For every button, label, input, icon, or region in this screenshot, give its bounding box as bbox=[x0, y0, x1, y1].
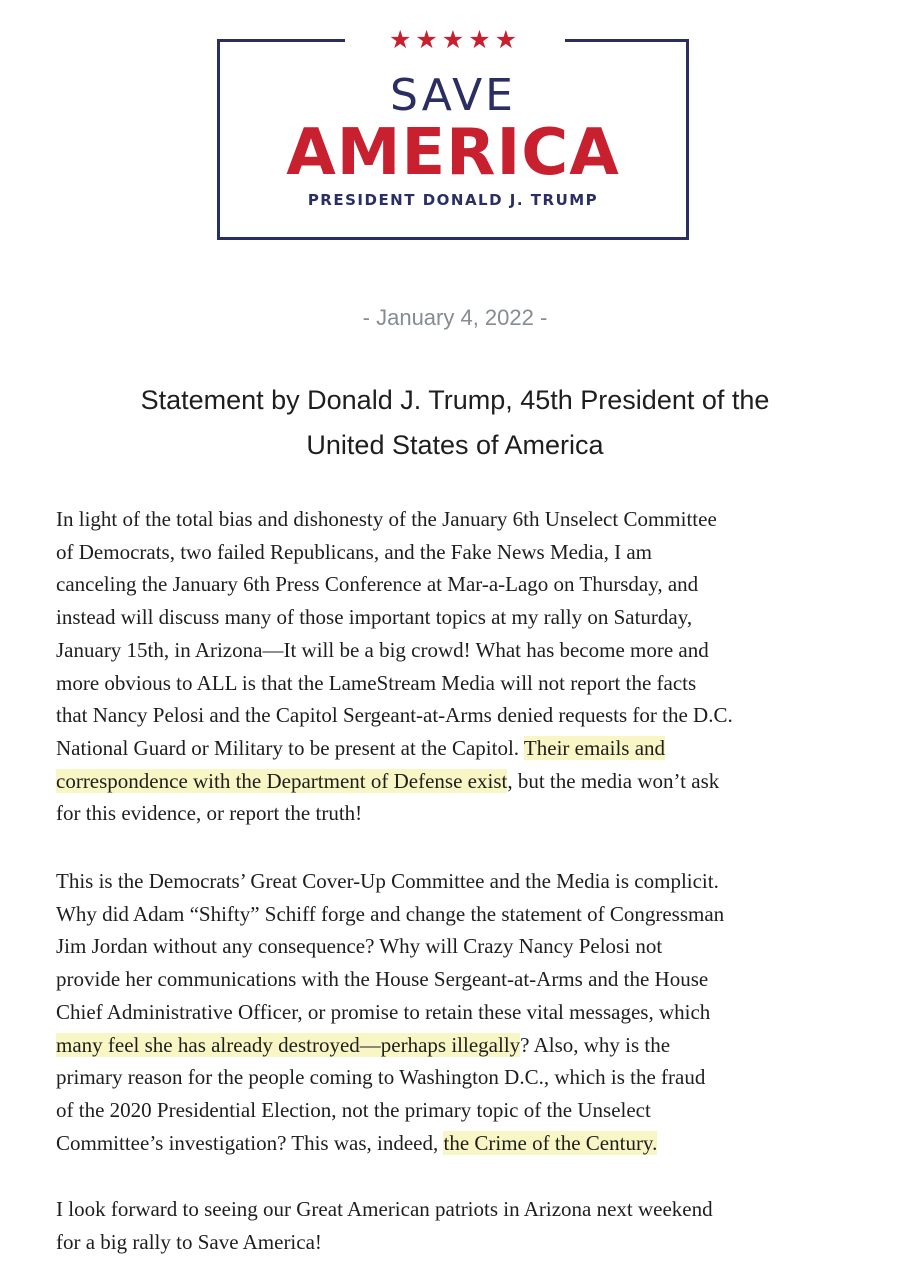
statement-title bbox=[60, 378, 850, 468]
text-line: Jim Jordan without any consequence? Why will Crazy Nancy Pelosi not bbox=[56, 934, 663, 959]
highlighted-text: correspondence with the Department of Defense exist bbox=[56, 768, 508, 793]
text-line: primary reason for the people coming to Washington D.C., which is the fraud bbox=[56, 1065, 706, 1090]
text-line: Why did Adam “Shifty” Schiff forge and change the statement of Congressman bbox=[56, 901, 725, 926]
text-line: provide her communications with the House Sergeant-at-Arms and the House bbox=[56, 967, 709, 992]
text-line: that Nancy Pelosi and the Capitol Sergeant-at-Arms denied requests for the D.C. bbox=[56, 703, 733, 728]
text-line: of the 2020 Presidential Election, not the primary topic of the Unselect bbox=[56, 1097, 651, 1122]
statement-date: - January 4, 2022 - bbox=[362, 305, 548, 330]
text-segment: , but the media won’t ask bbox=[507, 768, 720, 793]
paragraph-3 bbox=[56, 1193, 876, 1258]
logo-america-text: AMERICA bbox=[286, 116, 620, 190]
text-line: more obvious to ALL is that the LameStream Media will not report the facts bbox=[56, 670, 697, 695]
text-line bbox=[56, 1127, 876, 1160]
statement-title-line-2: United States of America bbox=[306, 430, 604, 460]
paragraph-2 bbox=[56, 865, 876, 1159]
text-line: In light of the total bias and dishonesty of the January 6th Unselect Committee bbox=[56, 507, 717, 531]
text-line: January 15th, in Arizona—It will be a big crowd! What has become more and bbox=[56, 637, 709, 662]
text-segment: ? Also, why is the bbox=[520, 1032, 671, 1057]
paragraph-1 bbox=[56, 503, 876, 830]
logo-stars: ★★★★★ bbox=[345, 22, 565, 58]
text-line: for this evidence, or report the truth! bbox=[56, 801, 363, 826]
text-segment: Committee’s investigation? This was, indeed, bbox=[56, 1130, 444, 1155]
text-line: This is the Democrats’ Great Cover-Up Committee and the Media is complicit. bbox=[56, 869, 719, 893]
text-line bbox=[56, 765, 876, 798]
text-line: for a big rally to Save America! bbox=[56, 1229, 322, 1254]
text-line: I look forward to seeing our Great American patriots in Arizona next weekend bbox=[56, 1197, 713, 1221]
text-line bbox=[56, 1029, 876, 1062]
highlighted-text: the Crime of the Century. bbox=[443, 1130, 658, 1155]
text-line: canceling the January 6th Press Conference at Mar-a-Lago on Thursday, and bbox=[56, 572, 699, 597]
text-line: of Democrats, two failed Republicans, and the Fake News Media, I am bbox=[56, 539, 652, 564]
text-line: instead will discuss many of those important topics at my rally on Saturday, bbox=[56, 605, 693, 630]
highlighted-text: many feel she has already destroyed—perhaps illegally bbox=[56, 1032, 521, 1057]
statement-title-line-1: Statement by Donald J. Trump, 45th President of the bbox=[140, 385, 770, 415]
logo-save-text: SAVE bbox=[390, 70, 516, 121]
logo-president-text: PRESIDENT DONALD J. TRUMP bbox=[307, 191, 599, 209]
highlighted-text: Their emails and bbox=[523, 735, 666, 760]
text-segment: National Guard or Military to be present at the Capitol. bbox=[56, 735, 524, 760]
text-line bbox=[56, 732, 876, 765]
text-line: Chief Administrative Officer, or promise to retain these vital messages, which bbox=[56, 999, 711, 1024]
